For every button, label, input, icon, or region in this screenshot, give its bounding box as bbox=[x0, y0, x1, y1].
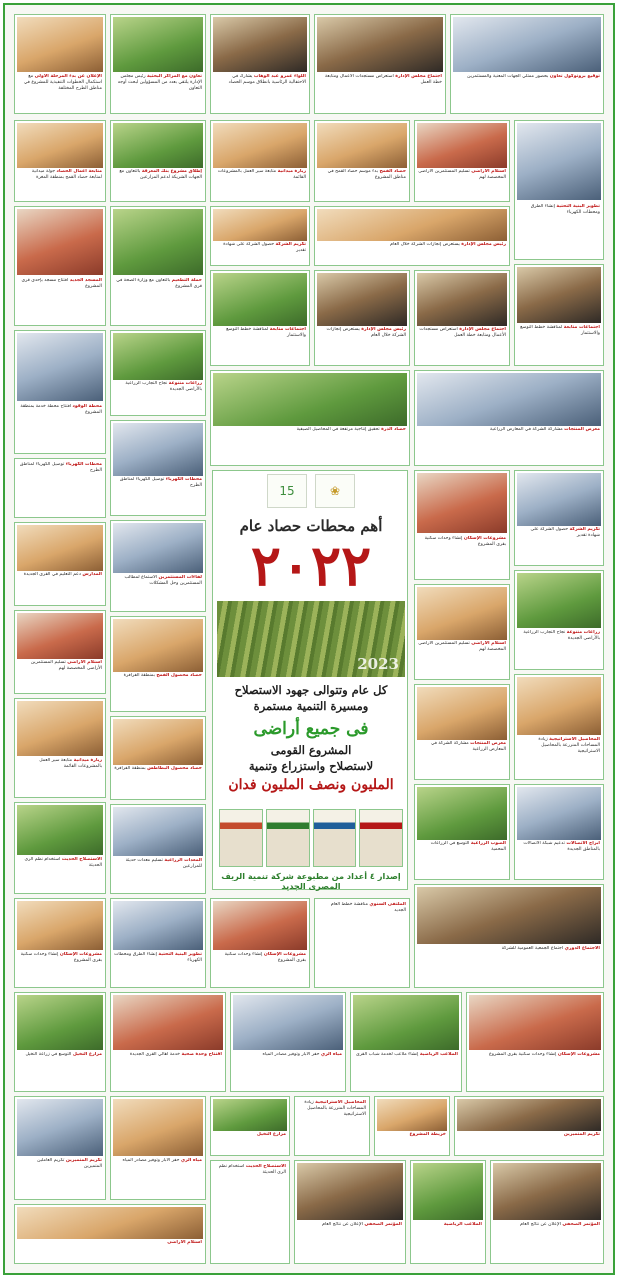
tile-caption: بدء موسم حصاد القمح في مناطق المشروع bbox=[327, 169, 406, 180]
news-photo bbox=[17, 701, 103, 756]
news-tile bbox=[14, 1204, 206, 1264]
tile-caption: مع استكمال الخطوات التنفيذية للمشروع في مناطق الطرح المختلفة bbox=[23, 73, 102, 91]
tile-caption: إنشاء ملاعب لخدمة شباب القرى bbox=[356, 1051, 419, 1057]
news-photo bbox=[113, 523, 203, 573]
news-tile bbox=[210, 1096, 290, 1156]
subline-1: كل عام وتتوالى جهود الاستصلاح bbox=[234, 683, 388, 697]
news-photo bbox=[113, 123, 203, 168]
news-tile bbox=[374, 1096, 450, 1156]
news-tile bbox=[110, 206, 206, 326]
tile-caption: مناقشة خطط العام الجديد bbox=[330, 902, 406, 913]
news-photo bbox=[17, 525, 103, 571]
tile-title: المسجد الجديد bbox=[69, 277, 102, 283]
tile-title: حصاد الذرة bbox=[381, 427, 406, 433]
tile-caption: مشاركة الشركة في المعارض الزراعية bbox=[490, 427, 563, 433]
news-photo bbox=[113, 209, 203, 275]
tile-title: الإعلان عن بدء المرحلة الأولى bbox=[34, 73, 102, 79]
tile-caption: إنشاء وحدات سكنية بقرى المشروع bbox=[488, 1051, 557, 1057]
news-photo bbox=[17, 209, 103, 275]
tile-title: تكريم المتميزين bbox=[563, 1131, 600, 1137]
tile-caption: متابعة سير العمل بالمشروعات القائمة bbox=[39, 757, 102, 769]
tile-caption: التوسع في زراعة النخيل bbox=[25, 1051, 72, 1057]
news-tile bbox=[110, 992, 226, 1092]
tile-caption: لمناقشة خطط التوسع والاستثمار bbox=[226, 327, 306, 339]
news-tile bbox=[110, 804, 206, 894]
news-photo bbox=[113, 901, 203, 950]
news-photo bbox=[417, 787, 507, 840]
news-tile bbox=[414, 120, 510, 202]
tile-title: توقيع بروتوكول تعاون bbox=[549, 73, 600, 79]
tile-title: محطات الكهرباء bbox=[165, 477, 202, 483]
news-photo bbox=[113, 1099, 203, 1156]
news-tile bbox=[414, 684, 510, 780]
news-photo bbox=[113, 17, 203, 72]
news-tile bbox=[110, 520, 206, 612]
tile-title: الاستصلاح الحديث bbox=[61, 857, 102, 862]
news-tile bbox=[414, 884, 604, 988]
anniversary-logo: 15 bbox=[267, 474, 307, 508]
tile-title: اجتماع مجلس الإدارة bbox=[395, 73, 442, 79]
tile-caption: دعم التعليم في القرى الجديدة bbox=[23, 572, 81, 578]
tile-title: اجتماعات متابعة bbox=[563, 325, 600, 330]
tile-title: محطة الوقود bbox=[72, 404, 102, 410]
tile-caption: تسليم المستثمرين الأراضى المخصصة لهم bbox=[418, 169, 506, 180]
news-tile bbox=[414, 470, 510, 580]
news-tile bbox=[110, 120, 206, 202]
news-tile bbox=[14, 802, 106, 894]
news-tile bbox=[514, 120, 604, 260]
news-photo bbox=[517, 267, 601, 323]
tile-title: مزارع النخيل bbox=[256, 1131, 286, 1137]
news-tile bbox=[110, 420, 206, 516]
tile-caption: حصول الشركة على شهادة تقدير bbox=[223, 241, 306, 253]
tile-caption: توصيل الكهرباء لمناطق الطرح bbox=[19, 462, 102, 473]
tile-title: المحاصيل الاستراتيجية bbox=[315, 1100, 366, 1105]
tile-caption: تدعيم شبكة الاتصالات بالمناطق الجديدة bbox=[523, 841, 600, 853]
news-photo bbox=[213, 373, 407, 426]
tile-title: المؤتمر الصحفي bbox=[562, 1222, 600, 1228]
tile-caption: تكريم العاملين المتميزين bbox=[37, 1158, 102, 1170]
news-photo bbox=[417, 373, 601, 426]
tile-caption: حفر الآبار وتوفير مصادر المياه bbox=[122, 1158, 180, 1164]
tile-caption: رئيس مجلس الإدارة يلتقي بعدد من المسؤولين لبحث أوجه التعاون bbox=[117, 73, 202, 91]
tile-title: استلام الأراضى bbox=[471, 641, 506, 647]
news-photo bbox=[17, 995, 103, 1050]
tile-caption: استعراض مستجدات الأعمال ومتابعة خطة العمل bbox=[419, 327, 506, 339]
news-photo bbox=[453, 17, 601, 72]
magazine-cover bbox=[359, 809, 403, 867]
news-photo bbox=[213, 209, 307, 241]
tile-title: معرض المنتجات bbox=[470, 741, 506, 747]
news-tile bbox=[110, 898, 206, 988]
news-photo bbox=[353, 995, 459, 1050]
subline-3: فى جميع أراضى bbox=[253, 719, 369, 739]
news-tile bbox=[414, 584, 510, 680]
tile-title: المدارس bbox=[82, 572, 102, 578]
news-photo bbox=[417, 687, 507, 740]
tile-title: تكريم الشركة bbox=[569, 527, 600, 533]
tile-caption: حصول الشركة على شهادة تقدير bbox=[530, 527, 600, 539]
news-photo bbox=[213, 1099, 287, 1131]
news-photo bbox=[297, 1163, 403, 1220]
field-photo bbox=[217, 601, 405, 677]
tile-caption: لمناقشة خطط التوسع والاستثمار bbox=[520, 325, 600, 336]
news-tile bbox=[210, 1160, 290, 1264]
news-photo bbox=[517, 787, 601, 840]
news-photo bbox=[113, 807, 203, 856]
news-photo bbox=[517, 473, 601, 526]
news-photo bbox=[317, 123, 407, 168]
news-tile bbox=[14, 330, 106, 454]
news-tile bbox=[14, 698, 106, 798]
news-tile bbox=[14, 206, 106, 326]
news-photo bbox=[493, 1163, 601, 1220]
tile-caption: بالتعاون مع وزارة الصحة في قرى المشروع bbox=[116, 277, 202, 289]
tile-caption: الإعلان عن نتائج العام bbox=[322, 1222, 363, 1228]
tile-caption: تسليم المستثمرين الأراضى المخصصة لهم bbox=[418, 641, 506, 653]
tile-caption: يستعرض إنجازات الشركة خلال العام bbox=[326, 327, 406, 339]
tile-title: مشروعات الإسكان bbox=[557, 1051, 600, 1057]
news-tile bbox=[314, 898, 410, 988]
news-tile bbox=[466, 992, 604, 1092]
news-photo bbox=[417, 887, 601, 944]
subline-5: لاستصلاح واستزراع وتنمية bbox=[248, 759, 374, 773]
news-photo bbox=[17, 613, 103, 659]
tile-title: زراعات متنوعة bbox=[566, 629, 600, 635]
news-tile bbox=[14, 120, 106, 202]
tile-caption: زيادة المساحات المنزرعة بالمحاصيل الاستراتيجية bbox=[538, 737, 600, 755]
tile-caption: إنشاء وحدات سكنية بقرى المشروع bbox=[224, 951, 306, 963]
tile-title: الملتقى السنوي bbox=[369, 902, 406, 907]
news-photo bbox=[317, 209, 507, 241]
tile-caption: نجاح التجارب الزراعية بالأراضى الجديدة bbox=[125, 381, 202, 393]
tile-title: تكريم المتميزين bbox=[65, 1158, 102, 1164]
news-photo bbox=[113, 619, 203, 672]
news-tile bbox=[210, 14, 310, 114]
year-title: ٢٠٢٢ bbox=[250, 533, 372, 599]
tile-caption: إنشاء الطرق ومحطات الكهرباء bbox=[114, 951, 202, 963]
tile-caption: جولة ميدانية لمتابعة حصاد القمح بمنطقة المغرة bbox=[31, 169, 102, 180]
news-tile bbox=[210, 270, 310, 366]
tile-title: حصاد القمح bbox=[379, 169, 406, 174]
news-tile bbox=[454, 1096, 604, 1156]
news-photo bbox=[517, 123, 601, 200]
tile-caption: تحقيق إنتاجية مرتفعة في المحاصيل الصيفية bbox=[296, 427, 380, 433]
tile-caption: التوسع في الزراعات المحمية bbox=[430, 841, 506, 853]
tile-caption: افتتاح محطة خدمة بمنطقة المشروع bbox=[20, 404, 102, 416]
tile-caption: بمنطقة الفرافرة bbox=[123, 673, 155, 679]
tile-caption: استخدام نظم الري الحديثة bbox=[218, 1164, 286, 1175]
news-tile bbox=[314, 270, 410, 366]
tile-caption: متابعة سير العمل بالمشروعات القائمة bbox=[217, 169, 306, 180]
news-tile bbox=[210, 120, 310, 202]
subline-6: المليون ونصف المليون فدان bbox=[228, 777, 394, 793]
tile-title: المحاصيل الاستراتيجية bbox=[549, 737, 600, 743]
news-photo bbox=[417, 273, 507, 326]
tile-title: أبراج الاتصالات bbox=[566, 841, 600, 847]
tile-caption: توصيل الكهرباء لمناطق الطرح bbox=[119, 477, 202, 489]
news-photo bbox=[17, 123, 103, 168]
tile-title: محطات الكهرباء bbox=[65, 462, 102, 467]
news-photo bbox=[213, 273, 307, 326]
news-tile bbox=[110, 616, 206, 712]
tile-caption: بحضور ممثلي الجهات المعنية والمستثمرين bbox=[467, 73, 549, 79]
news-photo bbox=[17, 17, 103, 72]
news-tile bbox=[490, 1160, 604, 1264]
magazine-cover bbox=[219, 809, 263, 867]
tile-title: استلام الأراضى bbox=[167, 1239, 202, 1245]
news-tile bbox=[514, 784, 604, 880]
tile-caption: تسليم المستثمرين الأراضى المخصصة لهم bbox=[30, 660, 102, 672]
news-tile bbox=[514, 264, 604, 366]
news-tile bbox=[14, 898, 106, 988]
news-photo bbox=[113, 333, 203, 380]
magazine-cover bbox=[266, 809, 310, 867]
tile-caption: افتتاح مسجد بإحدى قرى المشروع bbox=[21, 277, 102, 289]
tile-caption: حفر الآبار وتوفير مصادر المياه bbox=[262, 1051, 320, 1057]
company-logo: ❀ bbox=[315, 474, 355, 508]
news-tile bbox=[14, 1096, 106, 1200]
tile-caption: إنشاء وحدات سكنية بقرى المشروع bbox=[424, 535, 506, 547]
tile-caption: يستعرض إنجازات الشركة خلال العام bbox=[390, 241, 460, 247]
news-tile bbox=[314, 206, 510, 266]
tile-title: رئيس مجلس الإدارة bbox=[361, 327, 406, 333]
tile-title: تطوير البنية التحتية bbox=[158, 951, 202, 957]
tile-title: الملاعب الرياضية bbox=[443, 1222, 482, 1228]
news-tile bbox=[14, 14, 106, 114]
field-year: 2023 bbox=[357, 655, 399, 673]
tile-title: زراعات متنوعة bbox=[168, 381, 202, 387]
news-photo bbox=[457, 1099, 601, 1131]
tile-title: حصاد محصول القمح bbox=[156, 673, 202, 679]
news-photo bbox=[377, 1099, 447, 1131]
tile-title: اللواء عمرو عبد الوهاب bbox=[253, 73, 306, 79]
news-tile bbox=[450, 14, 604, 114]
news-tile bbox=[294, 1160, 406, 1264]
tile-title: معرض المنتجات bbox=[564, 427, 600, 433]
news-photo bbox=[417, 123, 507, 168]
tile-title: افتتاح وحدة صحية bbox=[181, 1051, 222, 1057]
news-photo bbox=[17, 901, 103, 950]
news-tile bbox=[294, 1096, 370, 1156]
news-tile bbox=[230, 992, 346, 1092]
news-photo bbox=[113, 423, 203, 476]
tile-title: الملاعب الرياضية bbox=[419, 1051, 458, 1057]
news-photo bbox=[317, 17, 443, 72]
tile-caption: استخدام نظم الري الحديثة bbox=[24, 857, 102, 868]
magazine-covers bbox=[219, 809, 403, 867]
tile-caption: مشاركة الشركة في المعارض الزراعية bbox=[430, 741, 506, 753]
subline-4: المشروع القومى bbox=[270, 743, 352, 757]
tile-title: مشروعات الإسكان bbox=[59, 951, 102, 957]
news-tile bbox=[514, 674, 604, 780]
news-tile bbox=[210, 370, 410, 466]
tile-caption: الإعلان عن نتائج العام bbox=[520, 1222, 561, 1228]
tile-title: الصوب الزراعية bbox=[470, 841, 506, 847]
news-photo bbox=[113, 719, 203, 765]
tile-title: زيارة ميدانية bbox=[73, 757, 102, 763]
news-tile bbox=[414, 784, 510, 880]
tile-title: اجتماعات متابعة bbox=[269, 327, 306, 333]
news-photo bbox=[17, 1099, 103, 1156]
news-photo bbox=[417, 587, 507, 640]
tile-title: اجتماع مجلس الإدارة bbox=[459, 327, 506, 333]
news-tile bbox=[350, 992, 462, 1092]
news-tile bbox=[14, 522, 106, 606]
tile-caption: استعراض مستجدات الأعمال ومتابعة خطة العمل bbox=[324, 73, 442, 85]
news-tile bbox=[110, 716, 206, 800]
tile-title: مشروعات الإسكان bbox=[263, 951, 306, 957]
tile-caption: بمنطقة الفرافرة bbox=[114, 766, 146, 772]
tile-title: رئيس مجلس الإدارة bbox=[461, 241, 506, 247]
news-tile bbox=[514, 470, 604, 566]
headline: أهم محطات حصاد عام bbox=[239, 517, 383, 535]
news-tile bbox=[210, 206, 310, 266]
news-tile bbox=[314, 120, 410, 202]
tile-caption: زيادة المساحات المنزرعة بالمحاصيل الاستراتيجية bbox=[304, 1100, 366, 1117]
tile-title: مياه الري bbox=[320, 1051, 342, 1057]
news-photo bbox=[517, 573, 601, 628]
tile-title: استلام الأراضى bbox=[471, 169, 506, 174]
news-tile bbox=[514, 570, 604, 670]
tile-caption: بالتعاون مع الجهات الشريكة لدعم المزارعين bbox=[119, 169, 202, 180]
tile-title: متابعة أعمال الحصاد bbox=[56, 169, 102, 174]
tile-title: استلام الأراضى bbox=[67, 660, 102, 666]
subline-2: ومسيرة التنمية مستمرة bbox=[253, 699, 369, 713]
tile-title: مزارع النخيل bbox=[72, 1051, 102, 1057]
tile-caption: إنشاء وحدات سكنية بقرى المشروع bbox=[20, 951, 102, 963]
tile-title: المؤتمر الصحفي bbox=[364, 1222, 402, 1228]
tile-caption: نجاح التجارب الزراعية بالأراضى الجديدة bbox=[523, 629, 600, 641]
news-tile bbox=[410, 1160, 486, 1264]
news-photo bbox=[469, 995, 601, 1050]
news-tile bbox=[414, 370, 604, 466]
news-tile bbox=[414, 270, 510, 366]
news-tile bbox=[110, 1096, 206, 1200]
tile-title: لقاءات المستثمرين bbox=[158, 575, 202, 580]
tile-title: تعاون مع المراكز البحثية bbox=[147, 73, 202, 79]
tile-caption: الاستماع لمطالب المستثمرين وحل المشكلات bbox=[124, 575, 202, 586]
tile-title: تطوير البنية التحتية bbox=[556, 203, 600, 209]
news-photo bbox=[317, 273, 407, 326]
tile-caption: اجتماع الجمعية العمومية للشركة bbox=[501, 946, 564, 952]
tile-title: تكريم الشركة bbox=[275, 241, 306, 247]
logo-row bbox=[253, 471, 369, 511]
tile-caption: خدمة أهالي القرى الجديدة bbox=[129, 1051, 181, 1057]
news-tile bbox=[14, 610, 106, 694]
news-tile bbox=[314, 14, 446, 114]
tile-title: الاستصلاح الحديث bbox=[245, 1164, 286, 1169]
tile-title: مياه الري bbox=[180, 1158, 202, 1164]
tile-title: المعدات الزراعية bbox=[164, 857, 202, 863]
tile-title: مشروعات الإسكان bbox=[463, 535, 506, 541]
news-photo bbox=[17, 1207, 203, 1239]
tile-title: خريطة المشروع bbox=[409, 1131, 446, 1137]
news-photo bbox=[213, 123, 307, 168]
news-tile bbox=[14, 992, 106, 1092]
news-photo bbox=[17, 805, 103, 855]
tile-title: زيارة ميدانية bbox=[277, 169, 306, 174]
news-tile bbox=[210, 898, 310, 988]
news-photo bbox=[417, 473, 507, 533]
tile-caption: يشارك في الاحتفالية الرئاسية بانطلاق موسم الحصاد bbox=[228, 73, 306, 85]
news-tile bbox=[110, 330, 206, 416]
center-panel bbox=[212, 470, 408, 890]
tile-title: حصاد محصول البطاطس bbox=[147, 766, 202, 772]
magazine-cover bbox=[313, 809, 357, 867]
news-photo bbox=[413, 1163, 483, 1220]
tile-caption: تسليم معدات حديثة للمزارعين bbox=[125, 857, 202, 869]
news-photo bbox=[113, 995, 223, 1050]
tile-title: إطلاق مشروع بنك المعرفة bbox=[141, 169, 202, 174]
news-photo bbox=[213, 17, 307, 72]
news-tile bbox=[14, 458, 106, 518]
tile-title: الاجتماع الدوري bbox=[564, 946, 600, 952]
tile-title: حملة التطعيم bbox=[171, 277, 202, 283]
news-photo bbox=[213, 901, 307, 950]
news-tile bbox=[110, 14, 206, 114]
news-photo bbox=[517, 677, 601, 735]
news-photo bbox=[17, 333, 103, 401]
news-photo bbox=[233, 995, 343, 1050]
tile-caption: إنشاء الطرق ومحطات الكهرباء bbox=[530, 203, 600, 215]
magazines-caption: إصدار ٤ أعداد من مطبوعة شركة تنمية الريف المصرى الجديد bbox=[221, 871, 401, 891]
